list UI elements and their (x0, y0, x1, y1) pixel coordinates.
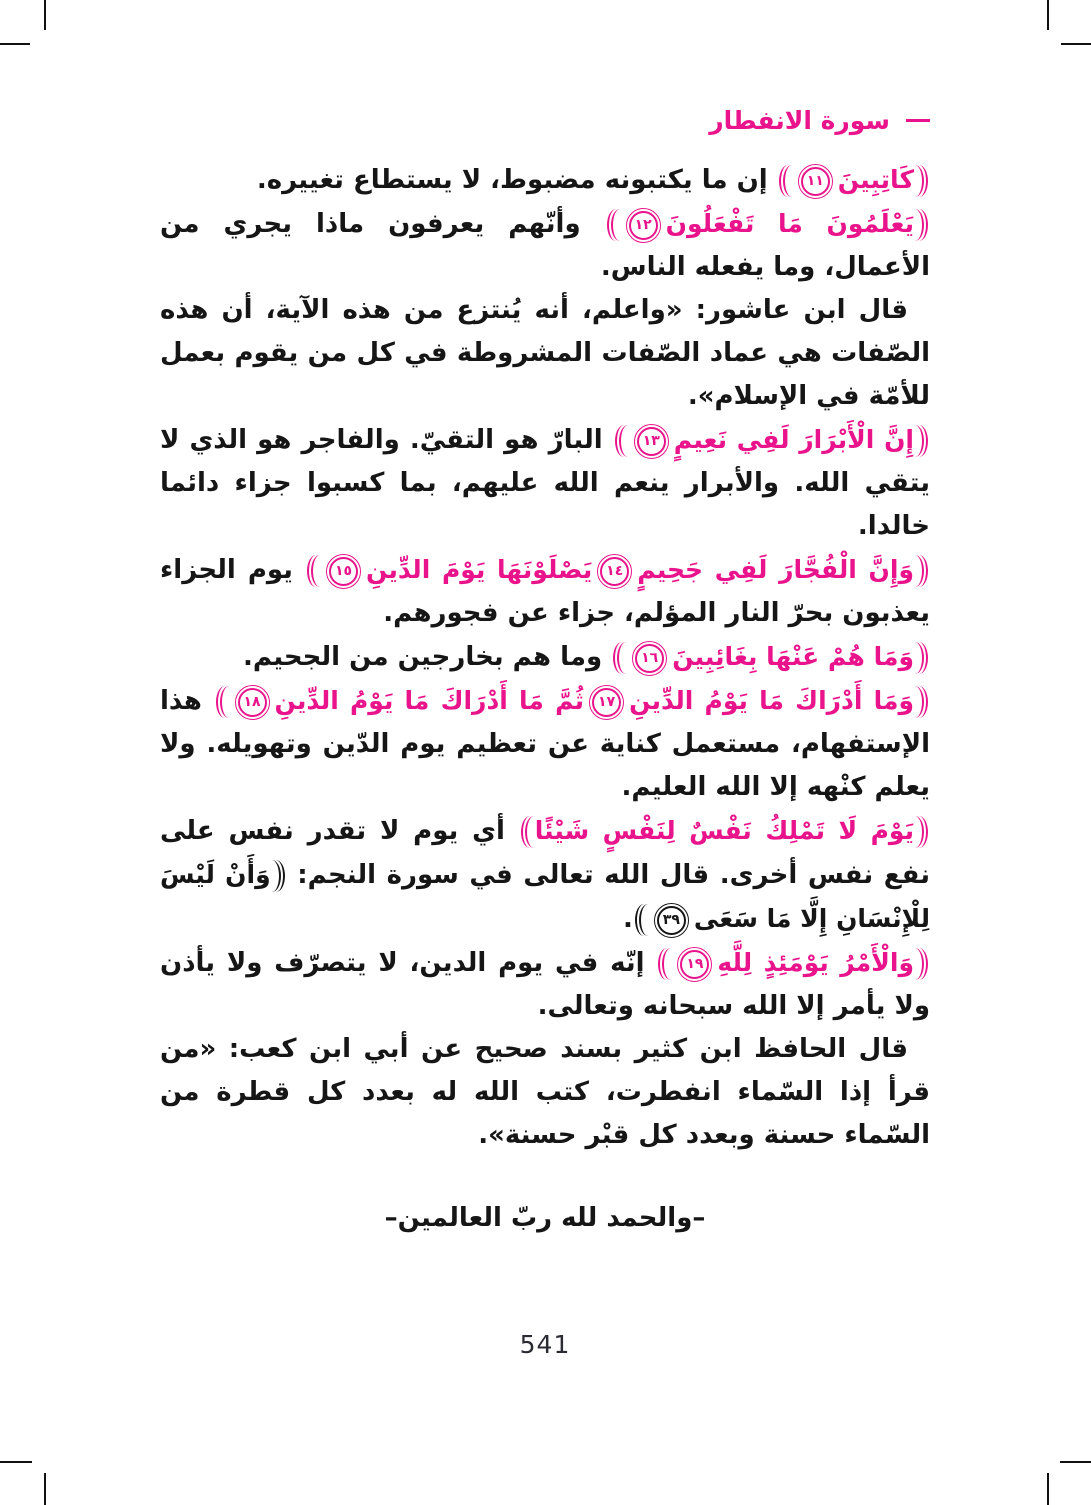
crop-mark-bottom-left-horizontal (0, 1461, 32, 1463)
ornate-close-bracket-icon (779, 165, 791, 197)
crop-mark-bottom-left-vertical (44, 1473, 46, 1505)
quran-quote (305, 555, 930, 584)
body-run: هذا الإستفهام، مستعمل كناية عن تعظيم يوم الدّين وتهويله. ولا يعلم كنْهه إلا الله العليم. (160, 686, 930, 802)
body-run: قال الحافظ ابن كثير بسند صحيح عن أبي ابن كعب: «من قرأ إذا السّماء انفطرت، كتب الله له بعدد كل قطرة من السّماء حسنة وبعدد كل قبْر حسنة». (160, 1034, 930, 1150)
paragraph (160, 809, 930, 941)
paragraph (160, 941, 930, 1028)
ornate-close-bracket-icon (658, 948, 670, 980)
paragraph (160, 289, 930, 418)
quran-quote (605, 209, 930, 238)
header-dash-rule (906, 119, 930, 122)
quran-text: وَالْأَمْرُ يَوْمَئِذٍ لِلَّهِ (717, 948, 914, 977)
closing-line: –والحمد لله ربّ العالمين– (384, 1203, 706, 1233)
ornate-open-bracket-icon (916, 642, 928, 674)
ornate-open-bracket-icon (916, 816, 928, 848)
crop-mark-top-left-vertical (44, 0, 46, 30)
crop-mark-bottom-right-vertical (1047, 1473, 1049, 1505)
paragraph (160, 679, 930, 809)
ornate-close-bracket-icon (613, 642, 625, 674)
body-run: إن ما يكتبونه مضبوط، لا يستطاع تغييره. (256, 165, 777, 195)
quran-text: وَأَنْ لَيْسَ لِلْإِنْسَانِ إِلَّا مَا سَعَى (160, 860, 930, 933)
ornate-open-bracket-icon (916, 948, 928, 980)
ayah-number-medallion: ١٤ (600, 557, 629, 586)
ornate-close-bracket-icon (307, 555, 319, 587)
ayah-number-medallion: ١٦ (635, 644, 664, 673)
ornate-close-bracket-icon (635, 904, 647, 936)
body-run: . (623, 904, 633, 934)
crop-mark-top-right-horizontal (1061, 43, 1091, 45)
quran-quote (519, 816, 930, 845)
body-run: وما هم بخارجين من الجحيم. (242, 642, 612, 672)
quran-text: كَاتِبِينَ (837, 165, 914, 194)
ayah-number-medallion: ١٩ (680, 950, 709, 979)
ornate-open-bracket-icon (916, 686, 928, 718)
surah-title: سورة الانفطار (709, 106, 890, 135)
quran-text: وَمَا هُمْ عَنْهَا بِغَائِبِينَ (672, 642, 914, 671)
ornate-open-bracket-icon (916, 555, 928, 587)
quran-text: يَصْلَوْنَهَا يَوْمَ الدِّينِ (365, 555, 593, 584)
ornate-open-bracket-icon (916, 425, 928, 457)
ayah-number-medallion: ١٧ (592, 688, 621, 717)
crop-mark-top-right-vertical (1047, 0, 1049, 30)
body-run: قال ابن عاشور: «واعلم، أنه يُنتزع من هذه الآية، أن هذه الصّفات هي عماد الصّفات المشروطة في كل من يقوم بعمل للأمّة في الإسلام». (160, 295, 930, 411)
ornate-close-bracket-icon (615, 425, 627, 457)
ornate-open-bracket-icon (273, 860, 285, 892)
paragraph (160, 635, 930, 679)
ayah-number-medallion: ٣٩ (657, 906, 686, 935)
quran-text: يَوْمَ لَا تَمْلِكُ نَفْسٌ لِنَفْسٍ شَيْئًا (534, 816, 914, 845)
body-run: البارّ هو التقيّ. والفاجر هو الذي لا يتقي الله. والأبرار ينعم الله عليهم، بما كسبوا جزاء دائما خالدا. (160, 425, 930, 541)
paragraph (160, 548, 930, 635)
paragraph (160, 158, 930, 202)
crop-mark-top-left-horizontal (0, 43, 30, 45)
paragraph (160, 1028, 930, 1157)
quran-text: إِنَّ الْأَبْرَارَ لَفِي نَعِيمٍ (673, 425, 914, 454)
quran-text: ثُمَّ مَا أَدْرَاكَ مَا يَوْمُ الدِّينِ (274, 686, 585, 715)
ornate-close-bracket-icon (216, 686, 228, 718)
body-run: إنّه في يوم الدين، لا يتصرّف ولا يأذن ولا يأمر إلا الله سبحانه وتعالى. (160, 948, 930, 1021)
ayah-number-medallion: ١٣ (637, 427, 666, 456)
ayah-number-medallion: ١٨ (238, 688, 267, 717)
ornate-open-bracket-icon (916, 165, 928, 197)
quran-quote (613, 425, 930, 454)
body-run: أي يوم لا تقدر نفس على نفع نفس أخرى. قال الله تعالى في سورة النجم: (160, 816, 930, 890)
ornate-close-bracket-icon (607, 209, 619, 241)
paragraph (160, 418, 930, 548)
paragraph (160, 202, 930, 289)
ayah-number-medallion: ١١ (801, 167, 830, 196)
running-header (709, 108, 930, 133)
ornate-open-bracket-icon (916, 209, 928, 241)
quran-text: يَعْلَمُونَ مَا تَفْعَلُونَ (665, 209, 914, 238)
ornate-close-bracket-icon (521, 816, 533, 848)
page-number: 541 (519, 1330, 571, 1359)
quran-quote (656, 948, 930, 977)
quran-quote (777, 165, 930, 194)
quran-text: وَإِنَّ الْفُجَّارَ لَفِي جَحِيمٍ (637, 555, 914, 584)
crop-mark-bottom-right-horizontal (1060, 1461, 1091, 1463)
quran-quote (214, 686, 931, 715)
ayah-number-medallion: ١٥ (329, 557, 358, 586)
body-text (160, 158, 930, 1240)
quran-text: وَمَا أَدْرَاكَ مَا يَوْمُ الدِّينِ (629, 686, 915, 715)
quran-quote (611, 642, 930, 671)
body-run: يوم الجزاء يعذبون بحرّ النار المؤلم، جزاء عن فجورهم. (160, 555, 930, 628)
ayah-number-medallion: ١٢ (629, 211, 658, 240)
body-run: وأنّهم يعرفون ماذا يجري من الأعمال، وما يفعله الناس. (160, 209, 930, 282)
